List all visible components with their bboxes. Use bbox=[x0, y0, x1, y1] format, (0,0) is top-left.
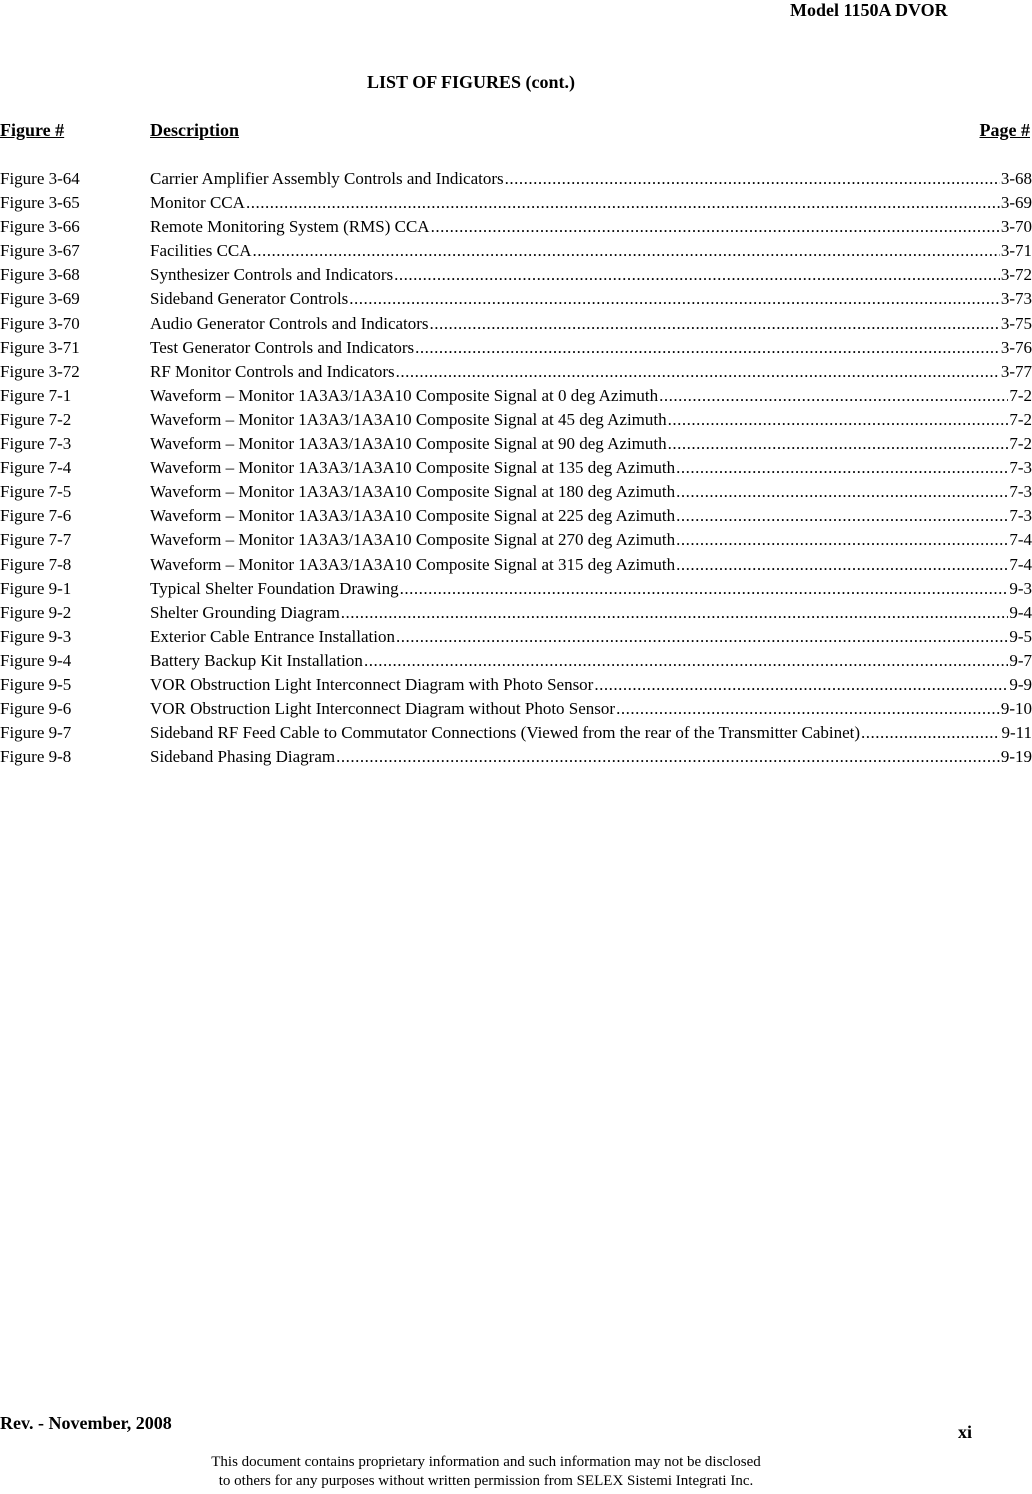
figure-number: Figure 9-3 bbox=[0, 626, 72, 646]
figure-number: Figure 9-4 bbox=[0, 650, 72, 670]
figure-entry[interactable] bbox=[0, 432, 1032, 456]
figure-number: Figure 7-4 bbox=[0, 458, 72, 478]
figure-page-number: 3-72 bbox=[1000, 265, 1032, 285]
figure-page-number: 7-2 bbox=[1009, 409, 1032, 429]
column-header-figure: Figure # bbox=[0, 120, 65, 140]
figure-description: Shelter Grounding Diagram bbox=[150, 602, 340, 622]
figure-page-number: 9-9 bbox=[1009, 674, 1032, 694]
page-number: xi bbox=[958, 1422, 973, 1442]
figure-page-number: 3-76 bbox=[1000, 337, 1032, 357]
figure-page-number: 9-5 bbox=[1009, 626, 1032, 646]
figure-entry[interactable] bbox=[0, 239, 1032, 263]
figure-number: Figure 3-67 bbox=[0, 241, 80, 261]
figure-description: Exterior Cable Entrance Installation bbox=[150, 626, 395, 646]
figure-entry[interactable] bbox=[0, 673, 1032, 697]
figure-page-number: 9-4 bbox=[1009, 602, 1032, 622]
figure-description: Carrier Amplifier Assembly Controls and Indicators bbox=[150, 169, 504, 188]
dot-leader bbox=[594, 673, 1008, 697]
figure-entry[interactable] bbox=[0, 336, 1032, 360]
proprietary-notice-line-1: This document contains proprietary information and such information may not be disclosed bbox=[211, 1454, 761, 1470]
figure-number: Figure 7-3 bbox=[0, 434, 72, 454]
figure-entry[interactable] bbox=[0, 625, 1032, 649]
dot-leader bbox=[341, 601, 1009, 625]
column-header-description: Description bbox=[150, 120, 239, 140]
figure-description: RF Monitor Controls and Indicators bbox=[150, 361, 395, 381]
figure-entry[interactable] bbox=[0, 504, 1032, 528]
figure-number: Figure 7-6 bbox=[0, 506, 72, 526]
dot-leader bbox=[676, 504, 1008, 528]
figure-entry[interactable] bbox=[0, 263, 1032, 287]
figure-page-number: 3-77 bbox=[1000, 361, 1032, 381]
dot-leader bbox=[676, 553, 1008, 577]
dot-leader bbox=[861, 721, 1000, 745]
dot-leader bbox=[336, 745, 1000, 769]
dot-leader bbox=[253, 239, 1000, 263]
dot-leader bbox=[364, 649, 1008, 673]
proprietary-notice-line-2: to others for any purposes without written permission from SELEX Sistemi Integrati Inc. bbox=[218, 1473, 754, 1489]
proprietary-notice bbox=[0, 1453, 972, 1491]
document-model-header: Model 1150A DVOR bbox=[790, 0, 948, 20]
figure-description: Waveform – Monitor 1A3A3/1A3A10 Composite Signal at 315 deg Azimuth bbox=[150, 554, 676, 574]
figure-entry[interactable] bbox=[0, 649, 1032, 673]
dot-leader bbox=[394, 263, 1000, 287]
dot-leader bbox=[616, 697, 1000, 721]
dot-leader bbox=[505, 167, 1000, 191]
figure-entry[interactable] bbox=[0, 191, 1032, 215]
figure-number: Figure 9-7 bbox=[0, 723, 72, 743]
figure-number: Figure 3-69 bbox=[0, 289, 80, 309]
figure-description: Waveform – Monitor 1A3A3/1A3A10 Composite Signal at 0 deg Azimuth bbox=[150, 385, 659, 405]
figure-page-number: 3-69 bbox=[1000, 193, 1032, 213]
figure-entry[interactable] bbox=[0, 480, 1032, 504]
figure-description: Audio Generator Controls and Indicators bbox=[150, 313, 429, 333]
figure-number: Figure 7-5 bbox=[0, 482, 72, 502]
dot-leader bbox=[349, 287, 1000, 311]
figure-entry[interactable] bbox=[0, 528, 1032, 552]
figure-description: Sideband Generator Controls bbox=[150, 289, 349, 309]
figure-entry[interactable] bbox=[0, 384, 1032, 408]
figure-entry[interactable] bbox=[0, 553, 1032, 577]
figure-page-number: 7-3 bbox=[1009, 506, 1032, 526]
figure-page-number: 9-10 bbox=[1000, 699, 1032, 719]
dot-leader bbox=[668, 432, 1009, 456]
figure-number: Figure 3-70 bbox=[0, 313, 80, 333]
dot-leader bbox=[430, 312, 1000, 336]
dot-leader bbox=[396, 360, 1000, 384]
dot-leader bbox=[431, 215, 1000, 239]
figure-number: Figure 9-6 bbox=[0, 699, 72, 719]
figure-page-number: 9-3 bbox=[1009, 578, 1032, 598]
figure-description: Battery Backup Kit Installation bbox=[150, 650, 363, 670]
figure-entry[interactable] bbox=[0, 167, 1032, 191]
figure-description: Waveform – Monitor 1A3A3/1A3A10 Composite Signal at 180 deg Azimuth bbox=[150, 482, 676, 502]
figure-description: VOR Obstruction Light Interconnect Diagram with Photo Sensor bbox=[150, 674, 594, 694]
figure-description: Waveform – Monitor 1A3A3/1A3A10 Composite Signal at 270 deg Azimuth bbox=[150, 530, 676, 550]
figure-number: Figure 3-71 bbox=[0, 337, 80, 357]
figure-number: Figure 3-68 bbox=[0, 265, 80, 285]
figure-page-number: 3-68 bbox=[1000, 169, 1032, 188]
dot-leader bbox=[396, 625, 1008, 649]
figure-description: Sideband Phasing Diagram bbox=[150, 747, 336, 767]
figure-page-number: 9-19 bbox=[1000, 747, 1032, 767]
figure-entry[interactable] bbox=[0, 721, 1032, 745]
figure-number: Figure 3-64 bbox=[0, 169, 80, 188]
figure-description: Waveform – Monitor 1A3A3/1A3A10 Composite Signal at 135 deg Azimuth bbox=[150, 458, 676, 478]
figure-page-number: 3-75 bbox=[1000, 313, 1032, 333]
figure-entry[interactable] bbox=[0, 312, 1032, 336]
figure-page-number: 7-3 bbox=[1009, 482, 1032, 502]
dot-leader bbox=[668, 408, 1009, 432]
dot-leader bbox=[415, 336, 1000, 360]
dot-leader bbox=[676, 480, 1008, 504]
figure-page-number: 9-7 bbox=[1009, 650, 1032, 670]
dot-leader bbox=[246, 191, 1000, 215]
figure-number: Figure 7-1 bbox=[0, 385, 72, 405]
page-title: LIST OF FIGURES (cont.) bbox=[367, 72, 576, 92]
column-header-page: Page # bbox=[979, 120, 1030, 140]
figure-entry[interactable] bbox=[0, 215, 1032, 239]
figure-entry[interactable] bbox=[0, 408, 1032, 432]
dot-leader bbox=[676, 528, 1008, 552]
figure-entry[interactable] bbox=[0, 745, 1032, 769]
figure-number: Figure 9-2 bbox=[0, 602, 72, 622]
figure-page-number: 7-2 bbox=[1009, 434, 1032, 454]
figure-number: Figure 3-66 bbox=[0, 217, 80, 237]
figure-description: Waveform – Monitor 1A3A3/1A3A10 Composite Signal at 90 deg Azimuth bbox=[150, 434, 667, 454]
figure-page-number: 3-71 bbox=[1000, 241, 1032, 261]
figure-description: Remote Monitoring System (RMS) CCA bbox=[150, 217, 430, 237]
figure-entry[interactable] bbox=[0, 601, 1032, 625]
figure-entry[interactable] bbox=[0, 697, 1032, 721]
figure-description: Waveform – Monitor 1A3A3/1A3A10 Composite Signal at 225 deg Azimuth bbox=[150, 506, 676, 526]
figure-page-number: 7-4 bbox=[1009, 530, 1032, 550]
figure-number: Figure 7-2 bbox=[0, 409, 72, 429]
figure-page-number: 3-70 bbox=[1000, 217, 1032, 237]
figures-list bbox=[0, 167, 1032, 769]
figure-number: Figure 3-72 bbox=[0, 361, 80, 381]
figure-page-number: 3-73 bbox=[1000, 289, 1032, 309]
figure-entry[interactable] bbox=[0, 360, 1032, 384]
figure-page-number: 9-11 bbox=[1001, 723, 1032, 743]
figure-number: Figure 7-8 bbox=[0, 554, 72, 574]
figure-entry[interactable] bbox=[0, 577, 1032, 601]
figure-description: Facilities CCA bbox=[150, 241, 252, 261]
figure-number: Figure 9-8 bbox=[0, 747, 72, 767]
figure-description: Waveform – Monitor 1A3A3/1A3A10 Composite Signal at 45 deg Azimuth bbox=[150, 409, 667, 429]
dot-leader bbox=[659, 384, 1008, 408]
figure-description: Test Generator Controls and Indicators bbox=[150, 337, 415, 357]
dot-leader bbox=[400, 577, 1009, 601]
figure-page-number: 7-3 bbox=[1009, 458, 1032, 478]
figure-description: Synthesizer Controls and Indicators bbox=[150, 265, 394, 285]
dot-leader bbox=[676, 456, 1008, 480]
figure-description: Typical Shelter Foundation Drawing bbox=[150, 578, 399, 598]
figure-entry[interactable] bbox=[0, 456, 1032, 480]
revision-date: Rev. - November, 2008 bbox=[0, 1413, 172, 1433]
figure-page-number: 7-4 bbox=[1009, 554, 1032, 574]
figure-number: Figure 3-65 bbox=[0, 193, 80, 213]
figure-number: Figure 9-1 bbox=[0, 578, 72, 598]
figure-number: Figure 7-7 bbox=[0, 530, 72, 550]
figure-number: Figure 9-5 bbox=[0, 674, 72, 694]
figure-entry[interactable] bbox=[0, 287, 1032, 311]
figure-description: Monitor CCA bbox=[150, 193, 245, 213]
figure-description: Sideband RF Feed Cable to Commutator Connections (Viewed from the rear of the Transmitter Cabinet) bbox=[150, 723, 861, 743]
figure-page-number: 7-2 bbox=[1009, 385, 1032, 405]
figure-description: VOR Obstruction Light Interconnect Diagram without Photo Sensor bbox=[150, 699, 616, 719]
